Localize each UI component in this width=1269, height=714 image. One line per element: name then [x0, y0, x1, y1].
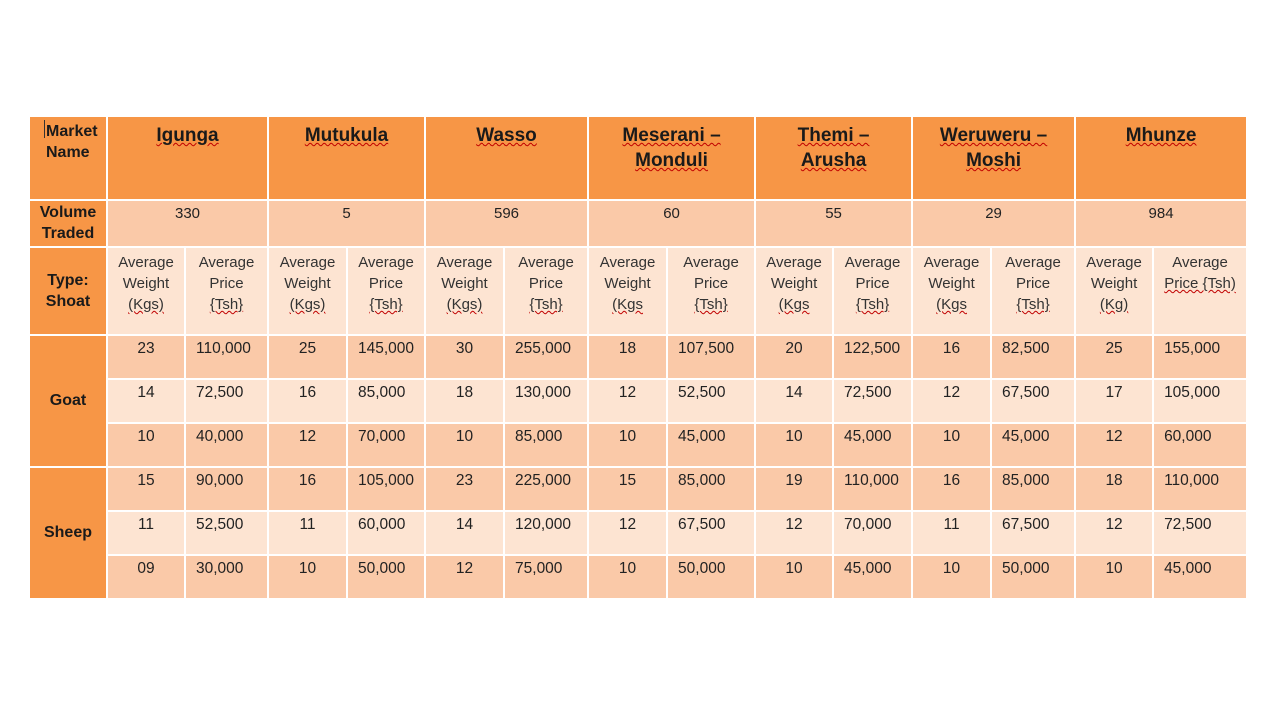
price-cell: 72,500	[833, 379, 912, 423]
average-weight-label-line: Weight	[441, 274, 488, 292]
weight-cell: 16	[912, 335, 991, 379]
weight-cell: 15	[107, 467, 185, 511]
average-weight-label-line: (Kgs	[612, 295, 643, 313]
average-weight-label-line: Average	[599, 253, 656, 271]
weight-cell: 23	[107, 335, 185, 379]
volume-traded-header	[29, 200, 107, 247]
average-price-label-line: {Tsh}	[209, 295, 244, 313]
price-cell: 225,000	[504, 467, 588, 511]
weight-cell: 11	[268, 511, 347, 555]
weight-cell: 10	[755, 423, 833, 467]
goat-header: Goat	[29, 335, 107, 467]
weight-cell: 12	[425, 555, 504, 599]
weight-cell: 15	[588, 467, 667, 511]
type-shoat-header	[29, 247, 107, 335]
average-weight-label-line: (Kg)	[1099, 295, 1129, 313]
weight-cell: 10	[425, 423, 504, 467]
sheep-header: Sheep	[29, 467, 107, 599]
market-name-line: Meserani –	[622, 125, 721, 146]
market-name-line: Themi –	[797, 125, 870, 146]
average-price-label	[833, 247, 912, 335]
average-price-label-line: Price {Tsh)	[1164, 274, 1236, 292]
price-cell: 67,500	[991, 379, 1075, 423]
average-weight-label-line: Weight	[928, 274, 975, 292]
average-weight-label-line: Average	[923, 253, 980, 271]
average-price-label	[1153, 247, 1247, 335]
average-weight-label-line: (Kgs	[936, 295, 967, 313]
volume-traded-header-line: Volume	[39, 204, 97, 222]
average-price-label-line: {Tsh}	[369, 295, 403, 313]
weight-cell: 11	[912, 511, 991, 555]
goat-row	[29, 335, 1247, 379]
average-weight-label-line: (Kgs)	[446, 295, 483, 313]
weight-cell: 12	[1075, 511, 1153, 555]
weight-cell: 18	[425, 379, 504, 423]
price-cell: 60,000	[347, 511, 425, 555]
weight-cell: 14	[425, 511, 504, 555]
price-cell: 70,000	[833, 511, 912, 555]
average-price-label-line: Average	[198, 253, 255, 271]
volume-value: 60	[588, 200, 755, 247]
market-name-row	[29, 116, 1247, 200]
weight-cell: 09	[107, 555, 185, 599]
weight-cell: 17	[1075, 379, 1153, 423]
price-cell: 45,000	[833, 555, 912, 599]
average-weight-label	[425, 247, 504, 335]
price-cell: 72,500	[1153, 511, 1247, 555]
market-name-line: Arusha	[800, 150, 867, 171]
volume-value: 55	[755, 200, 912, 247]
price-cell: 155,000	[1153, 335, 1247, 379]
price-cell: 130,000	[504, 379, 588, 423]
weight-cell: 12	[755, 511, 833, 555]
weight-cell: 16	[268, 379, 347, 423]
average-price-label-line: Price	[855, 274, 890, 292]
price-cell: 110,000	[1153, 467, 1247, 511]
price-cell: 82,500	[991, 335, 1075, 379]
average-price-label	[667, 247, 755, 335]
text-cursor	[44, 120, 45, 138]
price-cell: 145,000	[347, 335, 425, 379]
weight-cell: 14	[755, 379, 833, 423]
average-price-label-line: Average	[683, 253, 739, 271]
price-cell: 52,500	[185, 511, 268, 555]
price-cell: 110,000	[833, 467, 912, 511]
weight-cell: 10	[268, 555, 347, 599]
type-shoat-header-line: Shoat	[45, 292, 91, 310]
average-weight-label-line: Weight	[122, 274, 170, 292]
weight-cell: 10	[107, 423, 185, 467]
price-cell: 120,000	[504, 511, 588, 555]
weight-cell: 10	[1075, 555, 1153, 599]
livestock-market-table	[28, 115, 1248, 600]
price-cell: 105,000	[347, 467, 425, 511]
price-cell: 122,500	[833, 335, 912, 379]
weight-cell: 12	[1075, 423, 1153, 467]
average-price-label-line: Price	[1015, 274, 1051, 292]
weight-cell: 19	[755, 467, 833, 511]
price-cell: 60,000	[1153, 423, 1247, 467]
volume-value: 5	[268, 200, 425, 247]
price-cell: 30,000	[185, 555, 268, 599]
weight-cell: 14	[107, 379, 185, 423]
price-cell: 50,000	[991, 555, 1075, 599]
average-weight-label	[912, 247, 991, 335]
market-header	[107, 116, 268, 200]
weight-cell: 11	[107, 511, 185, 555]
price-cell: 107,500	[667, 335, 755, 379]
weight-cell: 18	[588, 335, 667, 379]
price-cell: 50,000	[667, 555, 755, 599]
volume-value: 984	[1075, 200, 1247, 247]
price-cell: 75,000	[504, 555, 588, 599]
average-weight-label-line: (Kgs)	[128, 295, 164, 313]
weight-cell: 12	[912, 379, 991, 423]
price-cell: 110,000	[185, 335, 268, 379]
market-name-line: Igunga	[156, 125, 219, 146]
average-weight-label-line: (Kgs	[778, 295, 810, 313]
average-price-label-line: {Tsh}	[694, 295, 728, 313]
price-cell: 45,000	[1153, 555, 1247, 599]
price-cell: 45,000	[991, 423, 1075, 467]
average-price-label	[504, 247, 588, 335]
average-weight-label-line: Weight	[1090, 274, 1138, 292]
market-header	[755, 116, 912, 200]
average-price-label-line: Price	[209, 274, 244, 292]
price-cell: 72,500	[185, 379, 268, 423]
type-shoat-header-line: Type:	[47, 271, 89, 289]
price-cell: 70,000	[347, 423, 425, 467]
volume-value: 596	[425, 200, 588, 247]
weight-cell: 12	[268, 423, 347, 467]
weight-cell: 30	[425, 335, 504, 379]
weight-cell: 10	[755, 555, 833, 599]
average-weight-label-line: (Kgs)	[289, 295, 326, 313]
weight-cell: 18	[1075, 467, 1153, 511]
market-name-line: Mhunze	[1125, 125, 1197, 146]
price-cell: 85,000	[347, 379, 425, 423]
price-cell: 50,000	[347, 555, 425, 599]
price-cell: 67,500	[991, 511, 1075, 555]
market-header	[1075, 116, 1247, 200]
weight-cell: 12	[588, 379, 667, 423]
average-weight-label-line: Weight	[284, 274, 331, 292]
market-name-line: Mutukula	[304, 125, 389, 146]
price-cell: 90,000	[185, 467, 268, 511]
price-cell: 105,000	[1153, 379, 1247, 423]
average-price-label-line: Average	[1005, 253, 1061, 271]
weight-cell: 10	[588, 555, 667, 599]
volume-traded-row	[29, 200, 1247, 247]
price-cell: 67,500	[667, 511, 755, 555]
price-cell: 255,000	[504, 335, 588, 379]
sheep-row	[29, 555, 1247, 599]
weight-cell: 25	[268, 335, 347, 379]
average-weight-label-line: Average	[279, 253, 336, 271]
average-price-label-line: Average	[1172, 253, 1228, 271]
average-weight-label	[588, 247, 667, 335]
average-weight-label-line: Average	[766, 253, 822, 271]
market-header	[425, 116, 588, 200]
price-cell: 45,000	[833, 423, 912, 467]
market-name-line: Wasso	[476, 125, 537, 146]
market-header	[268, 116, 425, 200]
price-cell: 85,000	[504, 423, 588, 467]
weight-cell: 16	[268, 467, 347, 511]
weight-cell: 12	[588, 511, 667, 555]
average-price-label-line: Average	[518, 253, 574, 271]
average-weight-label-line: Weight	[604, 274, 651, 292]
weight-cell: 10	[588, 423, 667, 467]
weight-cell: 20	[755, 335, 833, 379]
weight-cell: 23	[425, 467, 504, 511]
average-price-label-line: {Tsh}	[855, 295, 890, 313]
average-price-label	[991, 247, 1075, 335]
average-weight-label	[755, 247, 833, 335]
volume-traded-header-line: Traded	[41, 225, 95, 243]
average-price-label-line: Average	[844, 253, 901, 271]
weight-cell: 10	[912, 555, 991, 599]
price-cell: 40,000	[185, 423, 268, 467]
weight-cell: 25	[1075, 335, 1153, 379]
weight-cell: 10	[912, 423, 991, 467]
market-name-header	[29, 116, 107, 200]
market-header	[588, 116, 755, 200]
price-cell: 85,000	[991, 467, 1075, 511]
market-header	[912, 116, 1075, 200]
sheep-row	[29, 467, 1247, 511]
price-cell: 85,000	[667, 467, 755, 511]
type-shoat-row	[29, 247, 1247, 335]
price-cell: 52,500	[667, 379, 755, 423]
average-price-label-line: {Tsh}	[1016, 295, 1050, 313]
average-weight-label	[268, 247, 347, 335]
average-weight-label-line: Average	[118, 253, 174, 271]
average-price-label	[347, 247, 425, 335]
market-name-header-line: Name	[46, 144, 90, 161]
average-price-label-line: {Tsh}	[529, 295, 563, 313]
average-price-label-line: Average	[358, 253, 414, 271]
market-name-line: Moshi	[966, 150, 1021, 171]
average-price-label	[185, 247, 268, 335]
market-name-header-line: Market	[46, 123, 98, 140]
volume-value: 330	[107, 200, 268, 247]
price-cell: 45,000	[667, 423, 755, 467]
average-weight-label-line: Weight	[770, 274, 818, 292]
market-name-line: Monduli	[635, 150, 708, 171]
market-name-line: Weruweru –	[939, 125, 1048, 146]
weight-cell: 16	[912, 467, 991, 511]
goat-row	[29, 423, 1247, 467]
average-weight-label-line: Average	[1086, 253, 1142, 271]
average-weight-label	[107, 247, 185, 335]
average-price-label-line: Price	[528, 274, 564, 292]
average-price-label-line: Price	[368, 274, 404, 292]
average-weight-label-line: Average	[436, 253, 493, 271]
goat-row	[29, 379, 1247, 423]
average-weight-label	[1075, 247, 1153, 335]
sheep-row	[29, 511, 1247, 555]
volume-value: 29	[912, 200, 1075, 247]
average-price-label-line: Price	[693, 274, 729, 292]
